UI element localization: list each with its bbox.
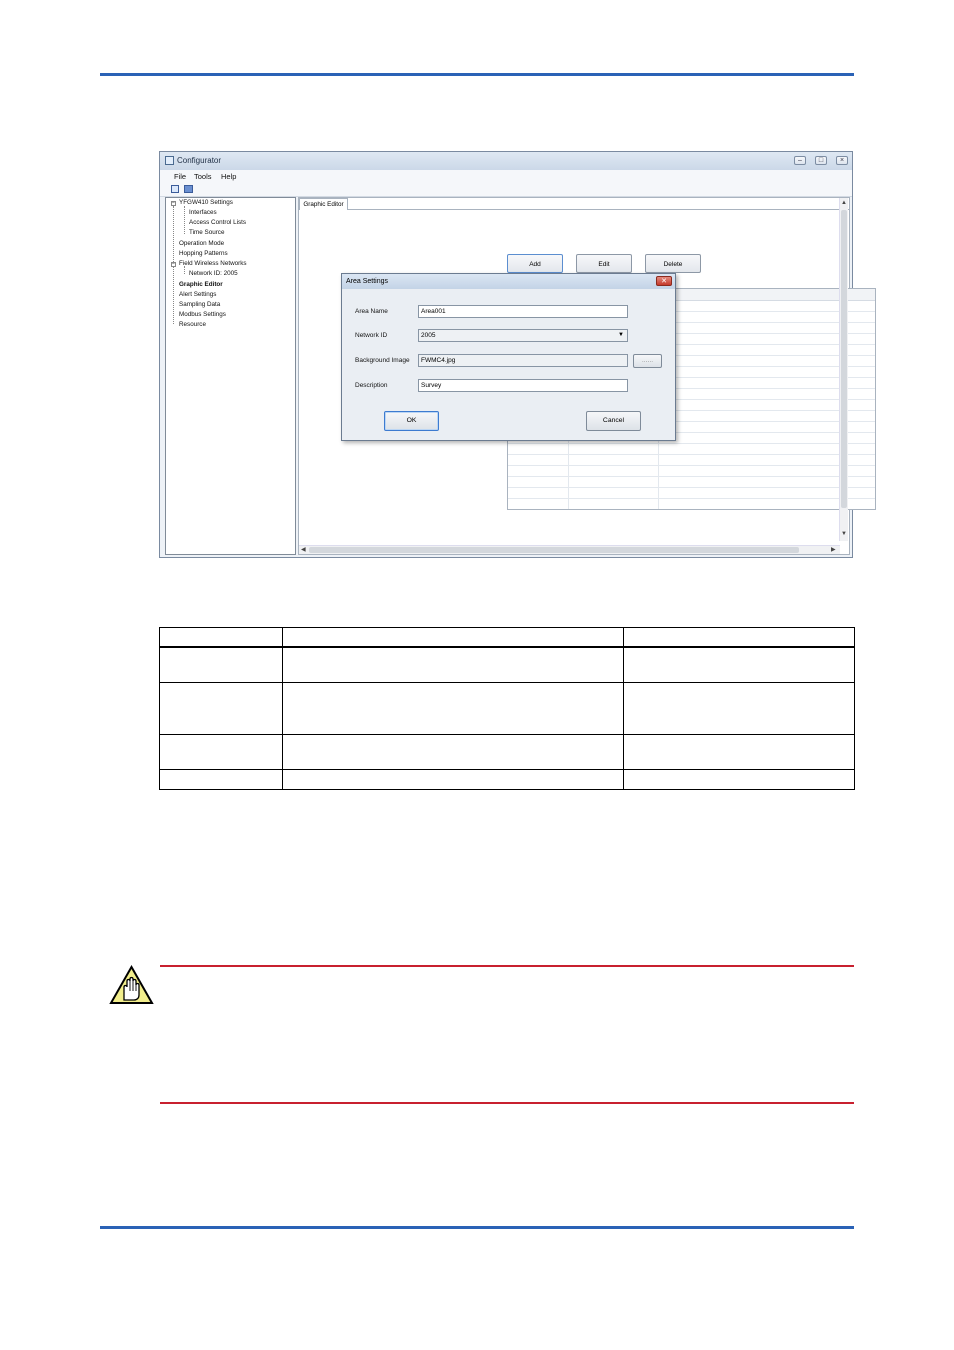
- browse-button[interactable]: ......: [633, 354, 662, 368]
- background-image-field[interactable]: FWMC4.jpg: [418, 354, 628, 367]
- hscroll-thumb[interactable]: [309, 547, 799, 553]
- horizontal-scrollbar[interactable]: [299, 545, 840, 554]
- scroll-up-icon[interactable]: ▲: [841, 200, 847, 206]
- background-image-label: Background Image: [355, 357, 410, 364]
- header-rule: [100, 73, 854, 76]
- tree-item-interfaces[interactable]: Interfaces: [189, 209, 217, 216]
- caution-hand-icon: [109, 965, 154, 1005]
- vertical-scrollbar[interactable]: [839, 198, 848, 541]
- window-titlebar: [160, 152, 852, 170]
- navigation-tree: [165, 197, 296, 555]
- maximize-button[interactable]: □: [815, 156, 827, 165]
- dialog-close-icon[interactable]: ✕: [656, 276, 672, 286]
- network-id-label: Network ID: [355, 332, 388, 339]
- collapse-icon[interactable]: −: [172, 261, 175, 267]
- toolbar: [160, 183, 852, 197]
- minimize-button[interactable]: ‒: [794, 156, 806, 165]
- delete-button[interactable]: Delete: [645, 254, 701, 273]
- caution-bottom-rule: [160, 1102, 854, 1104]
- network-id-select[interactable]: [418, 329, 628, 342]
- dialog-title: Area Settings: [346, 278, 389, 285]
- connect-icon[interactable]: [184, 185, 193, 193]
- menu-help[interactable]: Help: [221, 172, 237, 181]
- tree-item-field-wireless-networks[interactable]: Field Wireless Networks: [179, 260, 247, 267]
- menu-tools[interactable]: Tools: [194, 172, 212, 181]
- tree-item-alert-settings[interactable]: Alert Settings: [179, 291, 217, 298]
- tree-item-yfgw410-settings[interactable]: YFGW410 Settings: [179, 199, 233, 206]
- description-field[interactable]: Survey: [418, 379, 628, 392]
- dialog-titlebar: [342, 274, 675, 289]
- settings-table: [159, 627, 855, 790]
- window-title: Configurator: [177, 156, 222, 165]
- scroll-left-icon[interactable]: ◀: [301, 547, 306, 553]
- chevron-down-icon: ▼: [618, 332, 624, 338]
- area-name-field[interactable]: Area001: [418, 305, 628, 318]
- scroll-right-icon[interactable]: ▶: [831, 547, 836, 553]
- collapse-icon[interactable]: −: [172, 200, 175, 206]
- area-settings-dialog: [341, 273, 676, 441]
- ok-button[interactable]: OK: [384, 411, 439, 431]
- description-label: Description: [355, 382, 388, 389]
- tree-item-hopping-patterns[interactable]: Hopping Patterns: [179, 250, 228, 257]
- menu-file[interactable]: File: [174, 172, 187, 181]
- caution-top-rule: [160, 965, 854, 967]
- footer-rule: [100, 1226, 854, 1229]
- tab-graphic-editor[interactable]: Graphic Editor: [299, 198, 348, 210]
- tree-item-resource[interactable]: Resource: [179, 321, 206, 328]
- configurator-window: [159, 151, 853, 558]
- menu-bar: [160, 170, 852, 183]
- add-button[interactable]: Add: [507, 254, 563, 273]
- vscroll-thumb[interactable]: [841, 210, 847, 508]
- tree-item-network-id[interactable]: Network ID: 2005: [189, 270, 238, 277]
- open-file-icon[interactable]: [171, 185, 179, 193]
- area-name-label: Area Name: [355, 308, 388, 315]
- cancel-button[interactable]: Cancel: [586, 411, 641, 431]
- tree-item-operation-mode[interactable]: Operation Mode: [179, 240, 225, 247]
- tree-item-modbus-settings[interactable]: Modbus Settings: [179, 311, 226, 318]
- app-icon: [165, 156, 174, 165]
- tree-item-access-control-lists[interactable]: Access Control Lists: [189, 219, 247, 226]
- content-pane: [298, 197, 850, 555]
- edit-button[interactable]: Edit: [576, 254, 632, 273]
- tree-item-graphic-editor[interactable]: Graphic Editor: [179, 281, 223, 288]
- scroll-down-icon[interactable]: ▼: [841, 531, 847, 537]
- network-id-value: 2005: [421, 332, 436, 339]
- tree-item-time-source[interactable]: Time Source: [189, 229, 225, 236]
- close-button[interactable]: ×: [836, 156, 848, 165]
- tree-item-sampling-data[interactable]: Sampling Data: [179, 301, 221, 308]
